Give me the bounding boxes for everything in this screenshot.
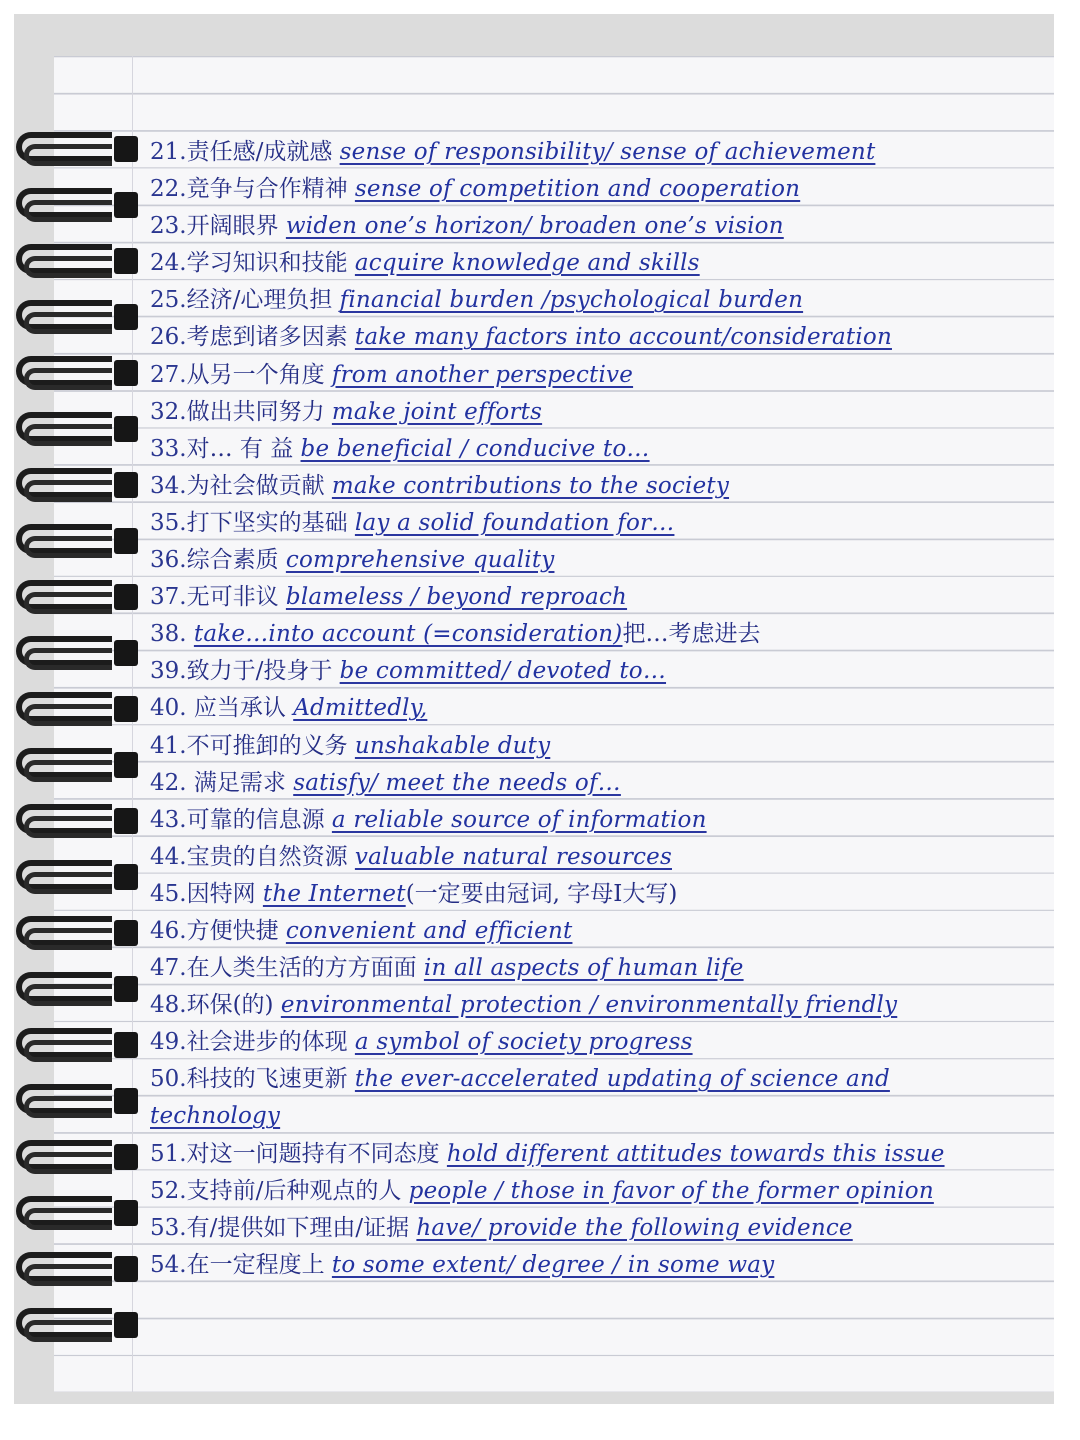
spiral-ring bbox=[16, 682, 136, 738]
list-item bbox=[150, 171, 1020, 208]
item-number: 49. bbox=[150, 1029, 187, 1056]
spiral-ring bbox=[16, 402, 136, 458]
chinese-phrase: 在一定程度上 bbox=[186, 1251, 325, 1278]
spiral-ring bbox=[16, 1298, 136, 1354]
spiral-ring bbox=[16, 178, 136, 234]
list-item bbox=[150, 431, 1020, 468]
item-number: 21. bbox=[150, 139, 187, 165]
chinese-phrase: 满足需求 bbox=[193, 769, 286, 796]
list-item bbox=[150, 208, 1020, 245]
item-number: 37. bbox=[150, 584, 187, 611]
english-phrase: be committed/ devoted to… bbox=[339, 658, 667, 685]
item-number: 45. bbox=[150, 880, 187, 907]
list-item bbox=[150, 690, 1020, 727]
list-item bbox=[150, 1210, 1020, 1247]
chinese-phrase: 对… 有 益 bbox=[186, 435, 294, 462]
item-number: 41. bbox=[150, 732, 187, 759]
english-phrase: Admittedly, bbox=[293, 695, 428, 722]
item-number: 46. bbox=[150, 917, 187, 944]
item-number: 50. bbox=[150, 1066, 187, 1093]
list-item bbox=[150, 913, 1020, 950]
item-number: 35. bbox=[150, 509, 187, 536]
item-number: 42. bbox=[150, 769, 187, 796]
chinese-phrase: 做出共同努力 bbox=[186, 398, 325, 425]
spiral-ring bbox=[16, 1018, 136, 1074]
list-item bbox=[150, 1136, 1020, 1173]
spiral-ring bbox=[16, 850, 136, 906]
spiral-ring bbox=[16, 570, 136, 626]
chinese-note: (一定要由冠词, 字母I大写) bbox=[405, 880, 678, 907]
chinese-phrase: 学习知识和技能 bbox=[186, 250, 348, 277]
chinese-phrase: 致力于/投身于 bbox=[186, 658, 333, 685]
spiral-ring bbox=[16, 122, 136, 178]
chinese-phrase: 竞争与合作精神 bbox=[186, 176, 348, 203]
english-phrase: a symbol of society progress bbox=[354, 1029, 693, 1056]
chinese-phrase: 综合素质 bbox=[186, 547, 279, 574]
item-number: 26. bbox=[150, 324, 187, 351]
item-number: 38. bbox=[150, 621, 187, 648]
english-phrase: widen one’s horizon/ broaden one’s vision bbox=[285, 213, 784, 240]
chinese-phrase: 方便快捷 bbox=[186, 917, 279, 944]
spiral-ring bbox=[16, 794, 136, 850]
chinese-phrase: 社会进步的体现 bbox=[186, 1029, 348, 1056]
phrase-list bbox=[150, 134, 1020, 1284]
spiral-ring bbox=[16, 234, 136, 290]
english-phrase: lay a solid foundation for… bbox=[354, 509, 675, 536]
list-item bbox=[150, 542, 1020, 579]
item-number: 54. bbox=[150, 1251, 187, 1278]
english-phrase: the ever-accelerated updating of science and technology bbox=[150, 1066, 890, 1130]
list-item bbox=[150, 950, 1020, 987]
list-item bbox=[150, 319, 1020, 356]
chinese-note: 把…考虑进去 bbox=[622, 621, 761, 648]
english-phrase: a reliable source of information bbox=[331, 806, 707, 833]
english-phrase: environmental protection / environmentally friendly bbox=[280, 992, 898, 1019]
spiral-ring bbox=[16, 906, 136, 962]
chinese-phrase: 从另一个角度 bbox=[186, 361, 325, 388]
item-number: 33. bbox=[150, 435, 187, 462]
chinese-phrase: 科技的飞速更新 bbox=[186, 1066, 348, 1093]
chinese-phrase: 经济/心理负担 bbox=[186, 287, 333, 314]
chinese-phrase: 宝贵的自然资源 bbox=[186, 843, 348, 870]
spiral-ring bbox=[16, 1130, 136, 1186]
chinese-phrase: 有/提供如下理由/证据 bbox=[186, 1214, 410, 1241]
english-phrase: make joint efforts bbox=[331, 398, 543, 425]
chinese-phrase: 打下坚实的基础 bbox=[186, 509, 348, 536]
spiral-ring bbox=[16, 626, 136, 682]
english-phrase: people / those in favor of the former opinion bbox=[408, 1177, 934, 1204]
list-item bbox=[150, 505, 1020, 542]
english-phrase: blameless / beyond reproach bbox=[285, 584, 628, 611]
item-number: 23. bbox=[150, 213, 187, 240]
list-item bbox=[150, 579, 1020, 616]
chinese-phrase: 无可非议 bbox=[186, 584, 279, 611]
english-phrase: acquire knowledge and skills bbox=[354, 250, 700, 277]
spiral-binding bbox=[16, 122, 136, 1354]
english-phrase: have/ provide the following evidence bbox=[416, 1214, 853, 1241]
spiral-ring bbox=[16, 290, 136, 346]
chinese-phrase: 责任感/成就感 bbox=[186, 139, 333, 165]
item-number: 22. bbox=[150, 176, 187, 203]
list-item bbox=[150, 765, 1020, 802]
list-item bbox=[150, 802, 1020, 839]
spiral-ring bbox=[16, 346, 136, 402]
chinese-phrase: 应当承认 bbox=[193, 695, 286, 722]
item-number: 40. bbox=[150, 695, 187, 722]
chinese-phrase: 对这一问题持有不同态度 bbox=[186, 1140, 440, 1167]
list-item bbox=[150, 1024, 1020, 1061]
item-number: 32. bbox=[150, 398, 187, 425]
english-phrase: unshakable duty bbox=[354, 732, 551, 759]
item-number: 47. bbox=[150, 955, 187, 982]
item-number: 43. bbox=[150, 806, 187, 833]
list-item bbox=[150, 1173, 1020, 1210]
item-number: 25. bbox=[150, 287, 187, 314]
english-phrase: from another perspective bbox=[331, 361, 634, 388]
item-number: 24. bbox=[150, 250, 187, 277]
spiral-ring bbox=[16, 962, 136, 1018]
english-phrase: financial burden /psychological burden bbox=[339, 287, 804, 314]
english-phrase: the Internet bbox=[262, 880, 406, 907]
list-item bbox=[150, 468, 1020, 505]
spiral-ring bbox=[16, 458, 136, 514]
chinese-phrase: 可靠的信息源 bbox=[186, 806, 325, 833]
item-number: 39. bbox=[150, 658, 187, 685]
english-phrase: comprehensive quality bbox=[285, 547, 555, 574]
spiral-ring bbox=[16, 1074, 136, 1130]
english-phrase: to some extent/ degree / in some way bbox=[331, 1251, 775, 1278]
list-item bbox=[150, 282, 1020, 319]
chinese-phrase: 在人类生活的方方面面 bbox=[186, 955, 417, 982]
list-item bbox=[150, 134, 1020, 171]
list-item bbox=[150, 616, 1020, 653]
list-item bbox=[150, 1061, 1020, 1135]
list-item bbox=[150, 357, 1020, 394]
chinese-phrase: 为社会做贡献 bbox=[186, 472, 325, 499]
item-number: 52. bbox=[150, 1177, 187, 1204]
spiral-ring bbox=[16, 514, 136, 570]
list-item bbox=[150, 728, 1020, 765]
english-phrase: be beneficial / conducive to… bbox=[300, 435, 650, 462]
item-number: 34. bbox=[150, 472, 187, 499]
list-item bbox=[150, 394, 1020, 431]
english-phrase: satisfy/ meet the needs of… bbox=[293, 769, 621, 796]
english-phrase: take…into account (=consideration) bbox=[193, 621, 623, 648]
list-item bbox=[150, 987, 1020, 1024]
item-number: 51. bbox=[150, 1140, 187, 1167]
english-phrase: sense of competition and cooperation bbox=[354, 176, 801, 203]
english-phrase: take many factors into account/consideration bbox=[354, 324, 892, 351]
english-phrase: make contributions to the society bbox=[331, 472, 730, 499]
list-item bbox=[150, 876, 1020, 913]
chinese-phrase: 不可推卸的义务 bbox=[186, 732, 348, 759]
list-item bbox=[150, 1247, 1020, 1284]
chinese-phrase: 因特网 bbox=[186, 880, 256, 907]
item-number: 36. bbox=[150, 547, 187, 574]
chinese-phrase: 环保(的) bbox=[186, 992, 274, 1019]
list-item bbox=[150, 245, 1020, 282]
english-phrase: hold different attitudes towards this issue bbox=[446, 1140, 945, 1167]
list-item bbox=[150, 839, 1020, 876]
item-number: 44. bbox=[150, 843, 187, 870]
spiral-ring bbox=[16, 738, 136, 794]
english-phrase: valuable natural resources bbox=[354, 843, 672, 870]
english-phrase: in all aspects of human life bbox=[423, 955, 744, 982]
item-number: 53. bbox=[150, 1214, 187, 1241]
chinese-phrase: 开阔眼界 bbox=[186, 213, 279, 240]
chinese-phrase: 支持前/后种观点的人 bbox=[186, 1177, 402, 1204]
chinese-phrase: 考虑到诸多因素 bbox=[186, 324, 348, 351]
english-phrase: convenient and efficient bbox=[285, 917, 573, 944]
spiral-ring bbox=[16, 1186, 136, 1242]
english-phrase: sense of responsibility/ sense of achievement bbox=[339, 139, 876, 165]
item-number: 27. bbox=[150, 361, 187, 388]
list-item bbox=[150, 653, 1020, 690]
spiral-ring bbox=[16, 1242, 136, 1298]
item-number: 48. bbox=[150, 992, 187, 1019]
